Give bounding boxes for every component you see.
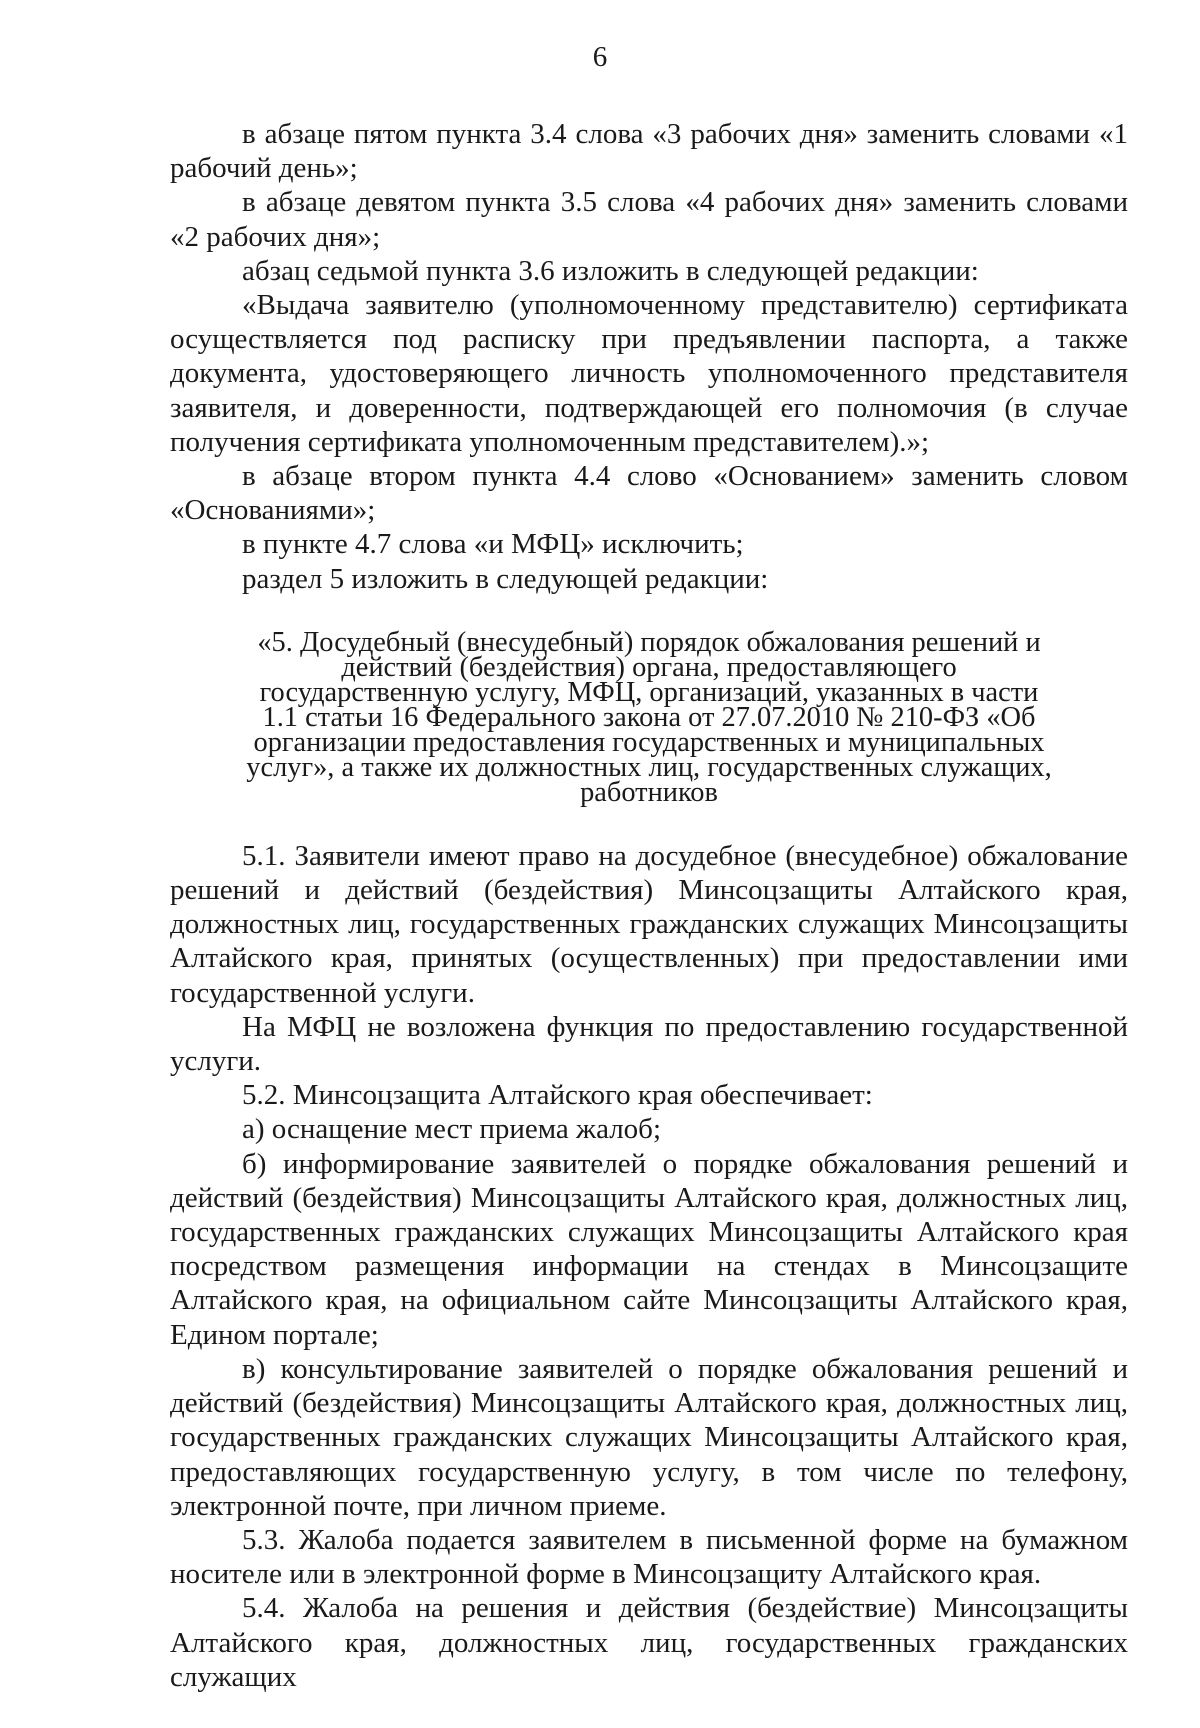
paragraph-amend-3-6-text: «Выдача заявителю (уполномоченному представителю) сертификата осуществляется под расписку при предъявлении паспорта, а также документа, удостоверяющего личность уполномоченного представителя заявителя, и доверенности, подтверждающей его полномочия (в случае получения сертификата уполномоченным представителем).»; xyxy=(170,289,1128,458)
paragraph-5-1: 5.1. Заявители имеют право на досудебное (внесудебное) обжалование решений и действий (бездействия) Минсоцзащиты Алтайского края, должностных лиц, государственных гражданских служащих Минсоцзащиты Алтайского края, принятых (осуществленных) при предоставлении ими государственной услуги. xyxy=(170,839,1128,1009)
paragraph-amend-4-4: в абзаце втором пункта 4.4 слово «Основанием» заменить словом «Основаниями»; xyxy=(170,460,1128,527)
paragraph-section-5-intro: раздел 5 изложить в следующей редакции: xyxy=(242,562,769,595)
section-5-heading: «5. Досудебный (внесудебный) порядок обжалования решений и действий (бездействия) органа, предоставляющего государственную услугу, МФЦ, организаций, указанных в части 1.1 статьи 16 Федерального закона от 27.07.2010 № 210-ФЗ «Об организации предоставления государственных и муниципальных услуг», а также их должностных лиц, государственных служащих, работников xyxy=(246,626,1052,808)
paragraph-amend-4-7: в пункте 4.7 слова «и МФЦ» исключить; xyxy=(242,528,744,561)
paragraph-5-2: 5.2. Минсоцзащита Алтайского края обеспечивает: xyxy=(242,1079,873,1112)
paragraph-5-2-b: б) информирование заявителей о порядке обжалования решений и действий (бездействия) Минсоцзащиты Алтайского края, должностных лиц, государственных гражданских служащих Минсоцзащиты Алтайского края посредством размещения информации на стендах в Минсоцзащите Алтайского края, на официальном сайте Минсоцзащиты Алтайского края, Едином портале; xyxy=(170,1147,1128,1351)
paragraph-amend-3-5: в абзаце девятом пункта 3.5 слова «4 рабочих дня» заменить словами «2 рабочих дня»; xyxy=(170,186,1128,253)
paragraph-5-2-v: в) консультирование заявителей о порядке обжалования решений и действий (бездействия) Минсоцзащиты Алтайского края, должностных лиц, государственных гражданских служащих Минсоцзащиты Алтайского края, предоставляющих государственную услугу, в том числе по телефону, электронной почте, при личном приеме. xyxy=(170,1352,1128,1522)
paragraph-5-2-a: а) оснащение мест приема жалоб; xyxy=(242,1113,661,1146)
paragraph-amend-3-6-intro: абзац седьмой пункта 3.6 изложить в следующей редакции: xyxy=(242,254,979,287)
paragraph-mfc-note: На МФЦ не возложена функция по предоставлению государственной услуги. xyxy=(170,1010,1128,1078)
paragraph-5-3: 5.3. Жалоба подается заявителем в письменной форме на бумажном носителе или в электронной форме в Минсоцзащиту Алтайского края. xyxy=(170,1523,1128,1591)
document-body xyxy=(170,117,1128,1694)
paragraph-5-4: 5.4. Жалоба на решения и действия (бездействие) Минсоцзащиты Алтайского края, должностных лиц, государственных гражданских служащих xyxy=(170,1592,1128,1693)
page-number: 6 xyxy=(592,41,608,73)
paragraph-amend-3-4: в абзаце пятом пункта 3.4 слова «3 рабочих дня» заменить словами «1 рабочий день»; xyxy=(170,118,1128,185)
